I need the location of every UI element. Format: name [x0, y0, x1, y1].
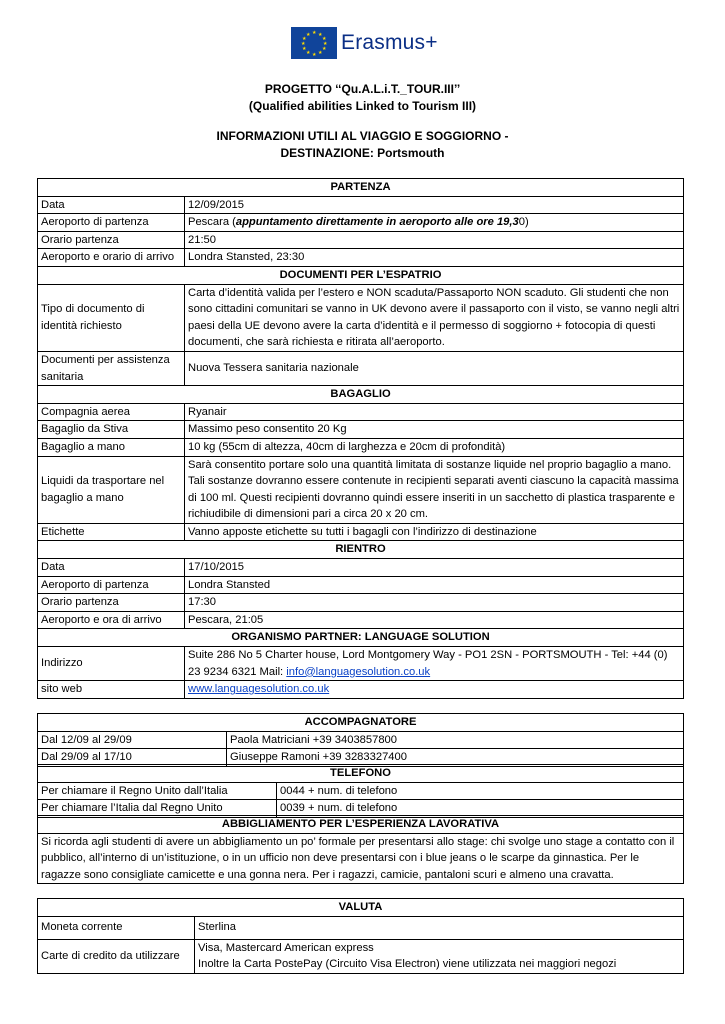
info-title: INFORMAZIONI UTILI AL VIAGGIO E SOGGIORNO -: [216, 129, 509, 143]
row-label: Tipo di documento di identità richiesto: [38, 284, 185, 351]
table-row: [38, 782, 684, 800]
info-table: [37, 178, 684, 699]
section-telefono: TELEFONO: [38, 765, 684, 783]
table-row: [38, 421, 684, 439]
section-abbigliamento: ABBIGLIAMENTO PER L’ESPERIENZA LAVORATIVA: [38, 816, 684, 834]
appointment-note: appuntamento direttamente in aeroporto alle ore 19,3: [235, 216, 519, 229]
section-partenza: PARTENZA: [38, 179, 684, 197]
abbigliamento-text: Si ricorda agli studenti di avere un abbigliamento un po’ formale per presentarsi allo stage: chi svolge uno stage a contatto con il pubblico, all’interno di un’istituzione, o in un ufficio non deve presentarsi con i blue jeans o le scarpe da ginnastica. Per le ragazze sono consigliate camicette e una gonna nera. Per i ragazzi, camicie, pantaloni scuri e almeno una cravatta.: [38, 833, 684, 884]
row-value: [195, 939, 684, 973]
table-row: [38, 916, 684, 939]
table-row: [38, 594, 684, 612]
row-value: 0044 + num. di telefono: [277, 782, 684, 800]
table-row: [38, 731, 684, 749]
section-bagaglio: BAGAGLIO: [38, 386, 684, 404]
row-value: Massimo peso consentito 20 Kg: [185, 421, 684, 439]
row-label: Liquidi da trasportare nel bagaglio a mano: [38, 456, 185, 523]
table-row: [38, 523, 684, 541]
table-row: [38, 576, 684, 594]
carte-line-1: Visa, Mastercard American express: [198, 941, 374, 954]
accompagnatore-table: [37, 713, 684, 767]
row-value: Giuseppe Ramoni +39 3283327400: [227, 749, 684, 767]
section-rientro: RIENTRO: [38, 541, 684, 559]
row-label: Bagaglio a mano: [38, 438, 185, 456]
project-subtitle: (Qualified abilities Linked to Tourism III): [248, 99, 477, 113]
erasmus-logo: [291, 25, 438, 61]
row-value: 10 kg (55cm di altezza, 40cm di larghezza e 20cm di profondità): [185, 438, 684, 456]
row-value: [185, 647, 684, 681]
row-label: Aeroporto e orario di arrivo: [38, 249, 185, 267]
table-row: [38, 249, 684, 267]
row-value: [185, 681, 684, 699]
eu-flag-icon: ★ ★ ★ ★ ★ ★ ★ ★ ★ ★ ★ ★: [291, 27, 337, 59]
abbigliamento-table: [37, 815, 684, 884]
brand-name: Erasmus+: [341, 31, 438, 54]
section-accompagnatore: ACCOMPAGNATORE: [38, 714, 684, 732]
row-value: Nuova Tessera sanitaria nazionale: [185, 351, 684, 385]
row-value: Sterlina: [195, 916, 684, 939]
row-label: Bagaglio da Stiva: [38, 421, 185, 439]
table-row: [38, 939, 684, 973]
row-value: Paola Matriciani +39 3403857800: [227, 731, 684, 749]
table-row: [38, 438, 684, 456]
project-heading: [0, 81, 725, 115]
telefono-table: [37, 764, 684, 818]
row-label: Aeroporto e ora di arrivo: [38, 611, 185, 629]
row-label: Carte di credito da utilizzare: [38, 939, 195, 973]
table-row: [38, 611, 684, 629]
row-value: 21:50: [185, 231, 684, 249]
info-heading: [0, 128, 725, 162]
row-value: Sarà consentito portare solo una quantità limitata di sostanze liquide nel proprio bagaglio a mano. Tali sostanze dovranno essere contenute in recipienti separati aventi ciascuno la capacità massima di 100 ml. Questi recipienti dovranno quindi essere inseriti in un sacchetto di plastica trasparente e richiudibile di dimensioni pari a circa 20 x 20 cm.: [185, 456, 684, 523]
row-label: sito web: [38, 681, 185, 699]
row-value: Ryanair: [185, 403, 684, 421]
section-valuta: VALUTA: [38, 899, 684, 917]
row-label: Aeroporto di partenza: [38, 214, 185, 232]
row-value: Vanno apposte etichette su tutti i bagagli con l’indirizzo di destinazione: [185, 523, 684, 541]
row-label: Aeroporto di partenza: [38, 576, 185, 594]
table-row: [38, 403, 684, 421]
row-label: Orario partenza: [38, 231, 185, 249]
row-value: Pescara (appuntamento direttamente in aeroporto alle ore 19,30): [185, 214, 684, 232]
website-link[interactable]: www.languagesolution.co.uk: [188, 683, 330, 696]
row-label: Compagnia aerea: [38, 403, 185, 421]
table-row: [38, 456, 684, 523]
valuta-table: [37, 898, 684, 974]
section-documenti: DOCUMENTI PER L’ESPATRIO: [38, 266, 684, 284]
row-value: 12/09/2015: [185, 196, 684, 214]
row-value: 0039 + num. di telefono: [277, 800, 684, 818]
row-value: 17/10/2015: [185, 559, 684, 577]
table-row: [38, 196, 684, 214]
row-value: Londra Stansted: [185, 576, 684, 594]
section-organismo: ORGANISMO PARTNER: LANGUAGE SOLUTION: [38, 629, 684, 647]
carte-line-2: Inoltre la Carta PostePay (Circuito Visa Electron) viene utilizzata nei maggiori negozi: [198, 958, 617, 971]
project-title: PROGETTO ‘‘Qu.A.L.i.T._TOUR.III’’: [264, 82, 461, 96]
destination-title: DESTINAZIONE: Portsmouth: [280, 146, 445, 160]
table-row: [38, 214, 684, 232]
row-label: Etichette: [38, 523, 185, 541]
email-link[interactable]: info@languagesolution.co.uk: [286, 665, 431, 678]
row-value: Londra Stansted, 23:30: [185, 249, 684, 267]
row-label: Documenti per assistenza sanitaria: [38, 351, 185, 385]
address-text: Suite 286 No 5 Charter house, Lord Montgomery Way - PO1 2SN - PORTSMOUTH - Tel: +44 (0) 23 9234 6321 Mail:: [188, 649, 668, 678]
table-row: [38, 284, 684, 351]
row-value: 17:30: [185, 594, 684, 612]
row-value: Carta d’identità valida per l’estero e NON scaduta/Passaporto NON scaduto. Gli studenti che non sono cittadini comunitari se vanno in UK devono avere il passaporto con il visto, se vanno negli altri paesi della UE devono avere la carta d’identità e il permesso di soggiorno + fotocopia di questi documenti, che sarà richiesta e ritirata all’aeroporto.: [185, 284, 684, 351]
table-row: [38, 647, 684, 681]
table-row: [38, 351, 684, 385]
row-label: Orario partenza: [38, 594, 185, 612]
row-label: Per chiamare l’Italia dal Regno Unito: [38, 800, 277, 818]
table-row: [38, 681, 684, 699]
row-label: Moneta corrente: [38, 916, 195, 939]
row-label: Indirizzo: [38, 647, 185, 681]
row-label: Per chiamare il Regno Unito dall’Italia: [38, 782, 277, 800]
row-label: Dal 12/09 al 29/09: [38, 731, 227, 749]
row-label: Dal 29/09 al 17/10: [38, 749, 227, 767]
table-row: [38, 231, 684, 249]
row-label: Data: [38, 196, 185, 214]
table-row: [38, 559, 684, 577]
table-row: [38, 833, 684, 884]
row-label: Data: [38, 559, 185, 577]
row-value: Pescara, 21:05: [185, 611, 684, 629]
